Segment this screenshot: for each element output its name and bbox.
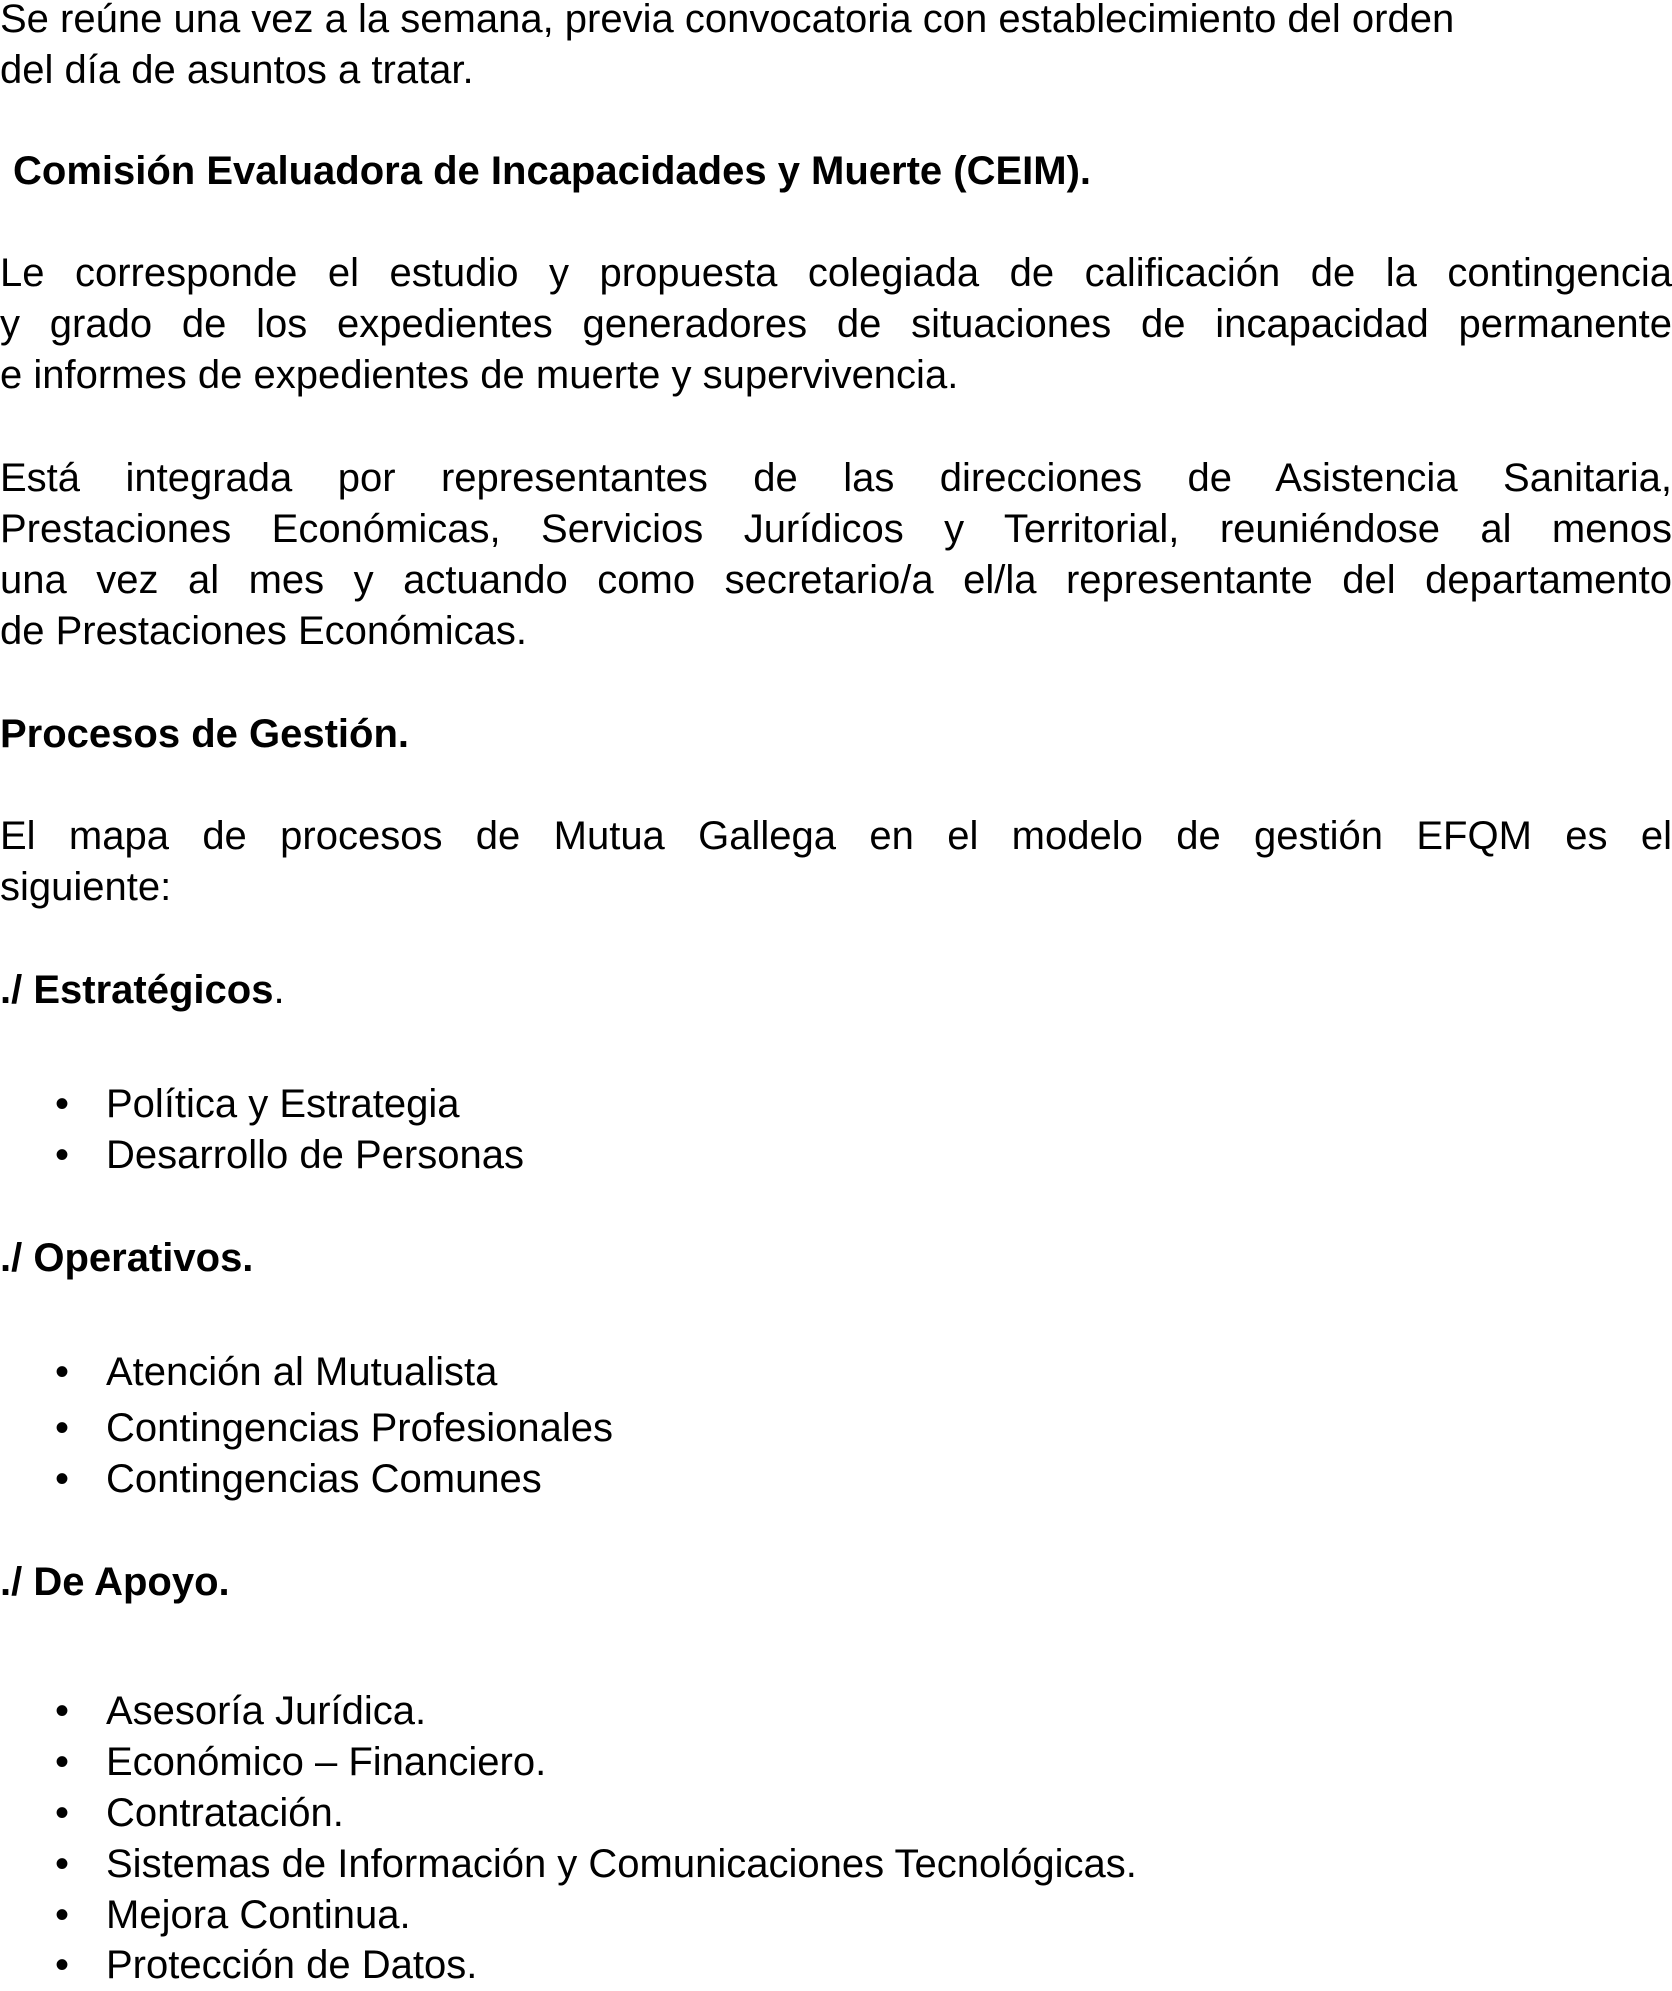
ceim-heading: Comisión Evaluadora de Incapacidades y Muerte (CEIM). — [13, 149, 1092, 193]
list-item-label: Política y Estrategia — [106, 1082, 460, 1126]
procesos-heading: Procesos de Gestión. — [0, 712, 410, 756]
intro-line-2: del día de asuntos a tratar. — [0, 48, 474, 92]
bullet-icon: • — [55, 1133, 70, 1177]
bullet-icon: • — [55, 1893, 70, 1937]
group-suffix: . — [273, 968, 285, 1012]
bullet-icon: • — [55, 1689, 70, 1733]
bullet-icon: • — [55, 1791, 70, 1835]
intro-line-1: Se reúne una vez a la semana, previa convocatoria con establecimiento del orden — [0, 0, 1455, 41]
bullet-icon: • — [55, 1082, 70, 1126]
group-heading-estrategicos — [0, 965, 285, 1016]
bullet-icon: • — [55, 1350, 70, 1394]
bullet-icon: • — [55, 1943, 70, 1987]
group-prefix: ./ — [0, 1236, 34, 1280]
group-title: Estratégicos — [33, 968, 274, 1012]
list-item-label: Sistemas de Información y Comunicaciones Tecnológicas. — [106, 1842, 1137, 1886]
bullet-icon: • — [55, 1406, 70, 1450]
bullet-icon: • — [55, 1842, 70, 1886]
group-heading-operativos — [0, 1233, 253, 1284]
list-item-label: Desarrollo de Personas — [106, 1133, 524, 1177]
group-prefix: ./ — [0, 968, 34, 1012]
ceim-para2-line-1: Está integrada por representantes de las direcciones de Asistencia Sanitaria, — [0, 456, 1672, 500]
ceim-para1-line-1: Le corresponde el estudio y propuesta colegiada de calificación de la contingencia — [0, 251, 1672, 295]
ceim-para2-line-4: de Prestaciones Económicas. — [0, 609, 527, 653]
procesos-intro-line-1: El mapa de procesos de Mutua Gallega en el modelo de gestión EFQM es el — [0, 814, 1672, 858]
group-heading-de-apoyo — [0, 1557, 230, 1608]
list-item-label: Contingencias Profesionales — [106, 1406, 613, 1450]
list-item-label: Asesoría Jurídica. — [106, 1689, 427, 1733]
ceim-para1-line-3: e informes de expedientes de muerte y supervivencia. — [0, 353, 959, 397]
ceim-para2-line-3: una vez al mes y actuando como secretario/a el/la representante del departamento — [0, 558, 1672, 602]
group-title: De Apoyo. — [33, 1560, 230, 1604]
list-item-label: Contingencias Comunes — [106, 1457, 542, 1501]
list-item-label: Protección de Datos. — [106, 1943, 478, 1987]
group-title: Operativos. — [33, 1236, 254, 1280]
group-prefix: ./ — [0, 1560, 34, 1604]
list-item-label: Contratación. — [106, 1791, 344, 1835]
list-item-label: Mejora Continua. — [106, 1893, 411, 1937]
bullet-icon: • — [55, 1740, 70, 1784]
ceim-para1-line-2: y grado de los expedientes generadores de situaciones de incapacidad permanente — [0, 302, 1672, 346]
list-item-label: Económico – Financiero. — [106, 1740, 547, 1784]
list-item-label: Atención al Mutualista — [106, 1350, 498, 1394]
bullet-icon: • — [55, 1457, 70, 1501]
procesos-intro-line-2: siguiente: — [0, 865, 172, 909]
ceim-para2-line-2: Prestaciones Económicas, Servicios Jurídicos y Territorial, reuniéndose al menos — [0, 507, 1672, 551]
